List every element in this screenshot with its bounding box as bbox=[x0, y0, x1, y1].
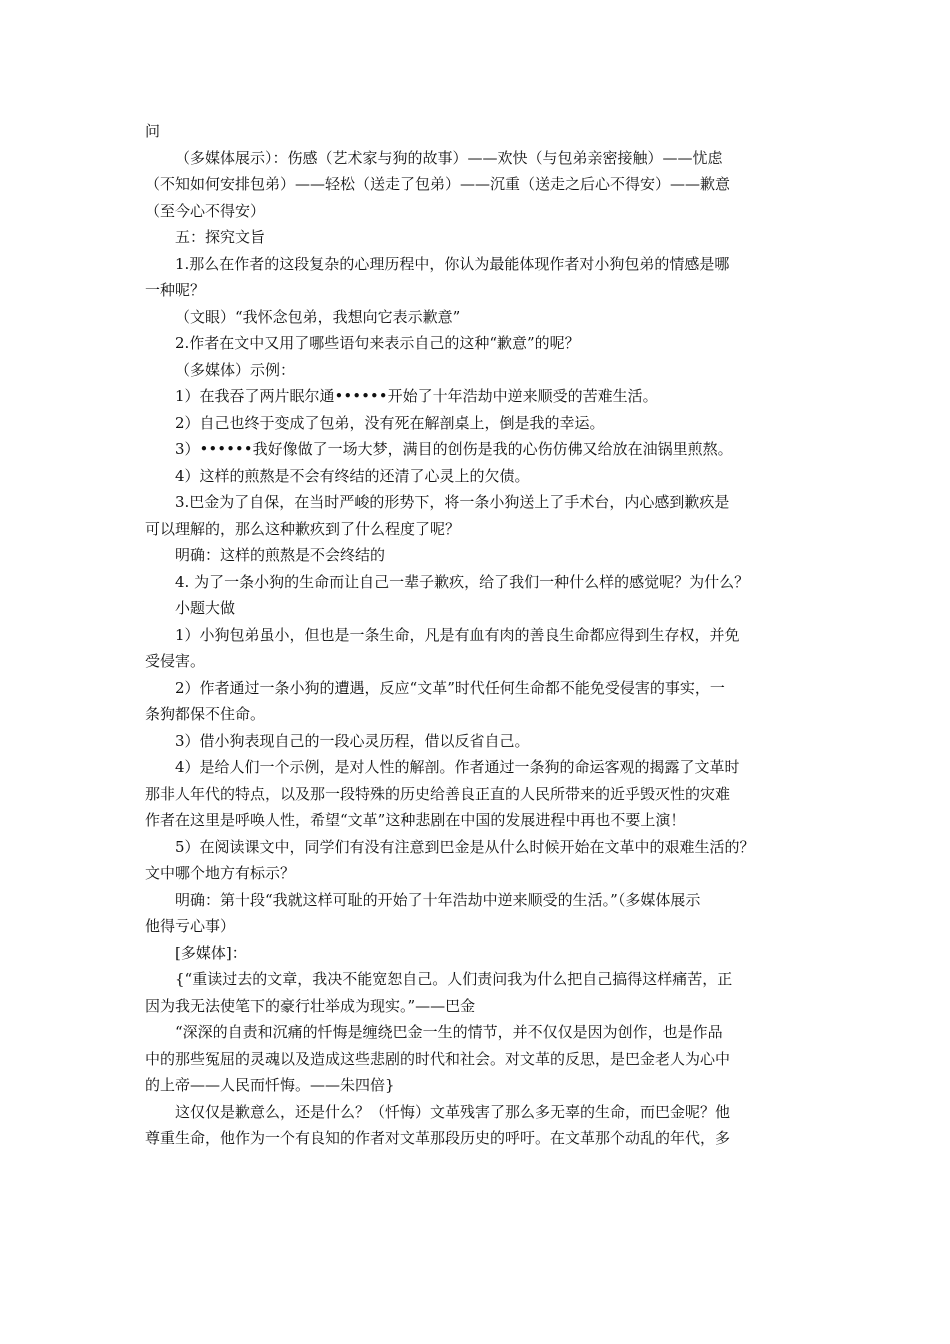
text-line: 4）是给人们一个示例，是对人性的解剖。作者通过一条狗的命运客观的揭露了文革时 bbox=[175, 758, 740, 776]
text-line: 问 bbox=[145, 122, 161, 140]
text-line: （文眼）“我怀念包弟，我想向它表示歉意” bbox=[175, 307, 461, 326]
text-line: 一种呢？ bbox=[145, 281, 206, 299]
text-line: 尊重生命，他作为一个有良知的作者对文革那段历史的呼吁。在文革那个动乱的年代，多 bbox=[145, 1129, 731, 1147]
text-line: “深深的自责和沉痛的忏悔是缠绕巴金一生的情节，并不仅仅是因为创作，也是作品 bbox=[175, 1023, 723, 1041]
text-line: 1）在我吞了两片眠尔通••••••开始了十年浩劫中逆来顺受的苦难生活。 bbox=[175, 387, 658, 405]
document-page bbox=[145, 118, 825, 1152]
text-line: 他得亏心事） bbox=[145, 917, 236, 935]
text-line: 明确：第十段“我就这样可耻的开始了十年浩劫中逆来顺受的生活。”（多媒体展示 bbox=[175, 890, 701, 909]
text-line: 文中哪个地方有标示？ bbox=[145, 864, 296, 882]
text-line: 这仅仅是歉意么，还是什么？（忏悔）文革残害了那么多无辜的生命，而巴金呢？他 bbox=[175, 1102, 731, 1121]
text-line: 条狗都保不住命。 bbox=[145, 705, 266, 723]
text-line: 4. 为了一条小狗的生命而让自己一辈子歉疚，给了我们一种什么样的感觉呢？为什么？ bbox=[175, 572, 750, 591]
text-line: 那非人年代的特点，以及那一段特殊的历史给善良正直的人民所带来的近乎毁灭性的灾难 bbox=[145, 784, 731, 803]
text-line: 3）••••••我好像做了一场大梦，满目的创伤是我的心伤仿佛又给放在油锅里煎熬。 bbox=[175, 440, 733, 458]
text-line: 五：探究文旨 bbox=[175, 228, 266, 246]
text-line: 因为我无法使笔下的豪行壮举成为现实。”——巴金 bbox=[145, 996, 476, 1015]
text-line: 明确：这样的煎熬是不会终结的 bbox=[175, 546, 386, 564]
text-line: 1）小狗包弟虽小，但也是一条生命，凡是有血有肉的善良生命都应得到生存权，并免 bbox=[175, 625, 740, 644]
text-line: （多媒体展示）：伤感（艺术家与狗的故事）——欢快（与包弟亲密接触）——忧虑 bbox=[175, 148, 723, 167]
text-line: [多媒体]： bbox=[175, 943, 247, 962]
text-line: 3.巴金为了自保，在当时严峻的形势下，将一条小狗送上了手术台，内心感到歉疚是 bbox=[175, 493, 730, 511]
text-line: 受侵害。 bbox=[145, 652, 206, 670]
text-line: 2.作者在文中又用了哪些语句来表示自己的这种“歉意”的呢？ bbox=[175, 334, 580, 352]
text-line: （多媒体）示例： bbox=[175, 360, 296, 379]
text-line: （至今心不得安） bbox=[145, 201, 266, 220]
text-line: 3）借小狗表现自己的一段心灵历程，借以反省自己。 bbox=[175, 731, 530, 750]
text-line: 中的那些冤屈的灵魂以及造成这些悲剧的时代和社会。对文革的反思，是巴金老人为心中 bbox=[145, 1049, 731, 1068]
text-line: 5）在阅读课文中，同学们有没有注意到巴金是从什么时候开始在文革中的艰难生活的？ bbox=[175, 837, 755, 856]
text-line: 的上帝——人民而忏悔。——朱四倍} bbox=[145, 1076, 395, 1094]
text-line: {“重读过去的文章，我决不能宽恕自己。人们责问我为什么把自己搞得这样痛苦，正 bbox=[175, 970, 733, 988]
text-line: 4）这样的煎熬是不会有终结的还清了心灵上的欠债。 bbox=[175, 466, 530, 485]
text-line: （不知如何安排包弟）——轻松（送走了包弟）——沉重（送走之后心不得安）——歉意 bbox=[145, 175, 731, 193]
text-line: 1.那么在作者的这段复杂的心理历程中，你认为最能体现作者对小狗包弟的情感是哪 bbox=[175, 254, 730, 273]
text-line: 小题大做 bbox=[175, 599, 236, 617]
text-line: 2）作者通过一条小狗的遭遇，反应“文革”时代任何生命都不能免受侵害的事实，一 bbox=[175, 678, 725, 697]
text-line: 作者在这里是呼唤人性，希望“文革”这种悲剧在中国的发展进程中再也不要上演！ bbox=[145, 811, 686, 829]
text-line: 可以理解的，那么这种歉疚到了什么程度了呢？ bbox=[145, 519, 461, 538]
text-line: 2）自己也终于变成了包弟，没有死在解剖桌上，倒是我的幸运。 bbox=[175, 413, 605, 432]
